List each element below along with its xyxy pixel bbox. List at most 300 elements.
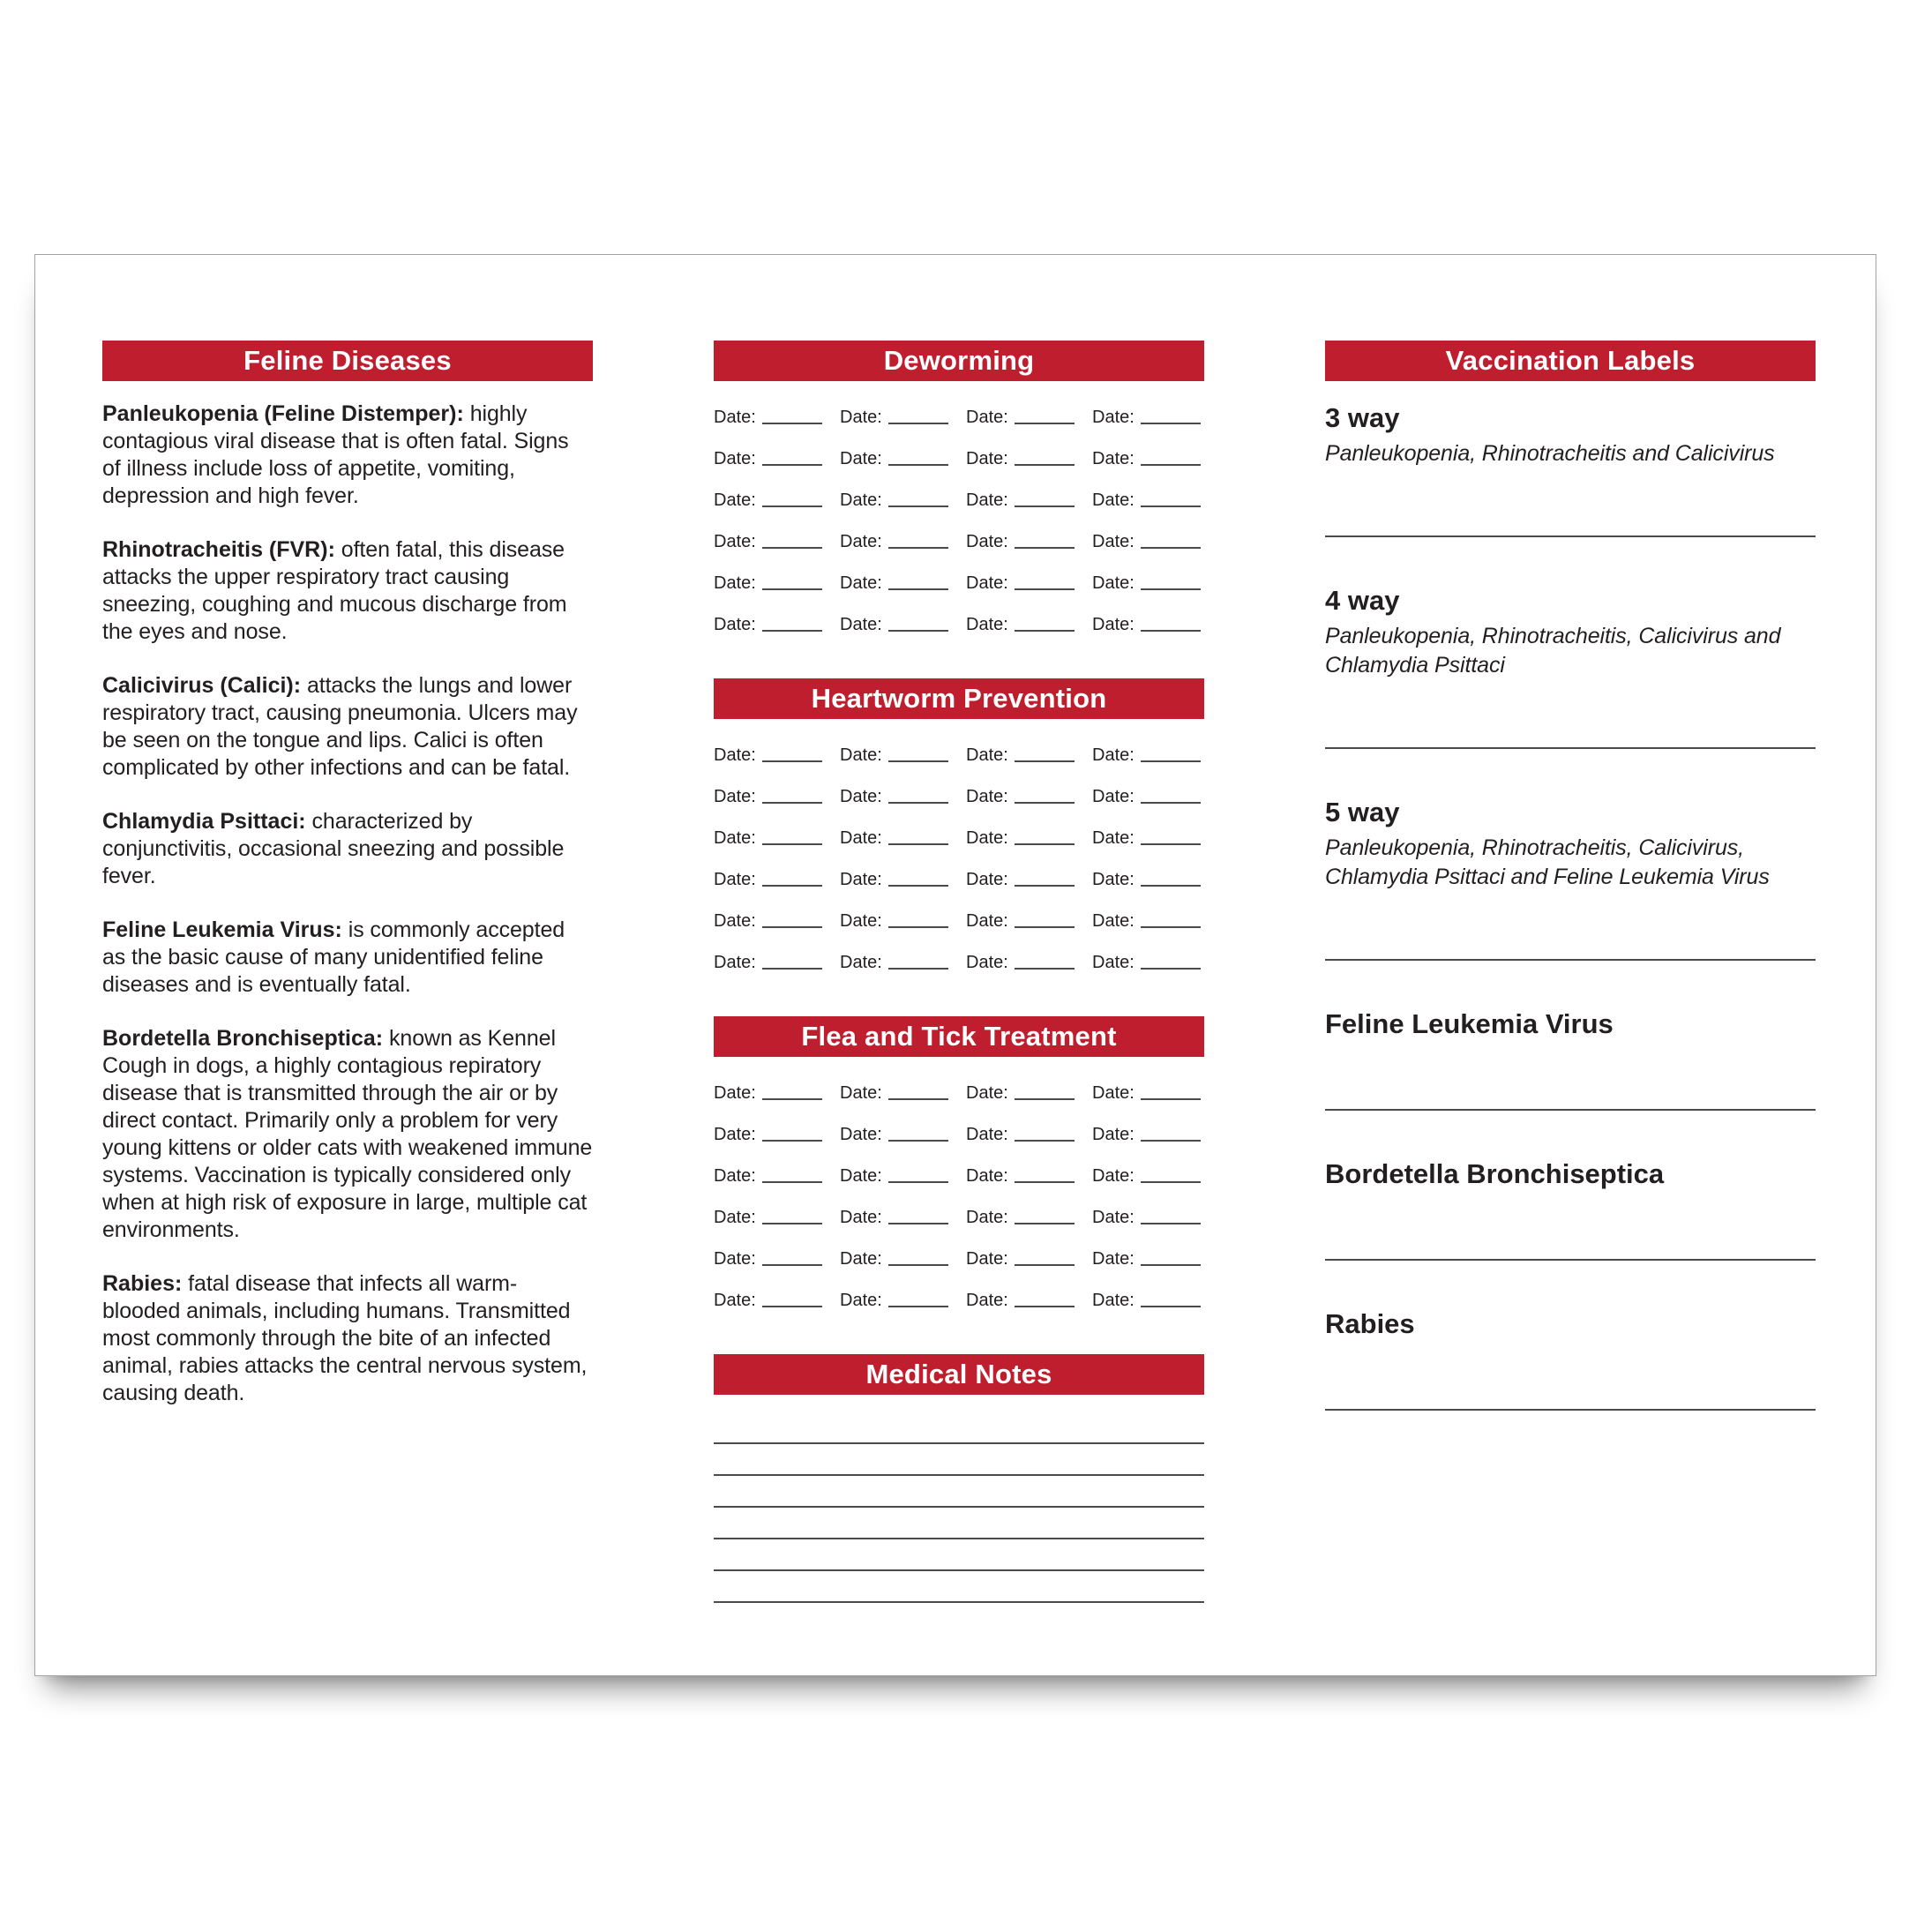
disease-description: attacks the lungs and lower respiratory tract, causing pneumonia. Ulcers may be seen on the tongue and lips. Calici is often complicated by other infections and can be fatal. [102, 673, 578, 780]
date-fill-line [888, 926, 948, 928]
date-fill-line [1015, 926, 1075, 928]
vaccination-entry-bordetella-bronchiseptica [1325, 1157, 1816, 1261]
date-row [714, 1159, 1204, 1187]
date-cell [840, 1284, 948, 1312]
date-cell [714, 1284, 822, 1312]
date-cell [966, 738, 1075, 767]
date-cell [966, 566, 1075, 595]
date-fill-line [762, 968, 822, 970]
date-cell [966, 1242, 1075, 1270]
date-cell [1092, 1201, 1201, 1229]
date-label: Date: [1092, 953, 1134, 972]
vaccination-entry-4-way [1325, 583, 1816, 749]
vaccination-fill-line [1325, 1109, 1816, 1111]
date-cell [1092, 1159, 1201, 1187]
date-fill-line [762, 1098, 822, 1100]
date-cell [840, 1242, 948, 1270]
date-cell [714, 401, 822, 429]
date-cell [966, 1076, 1075, 1105]
deworming-header-bar [714, 341, 1204, 381]
date-fill-line [888, 547, 948, 549]
pet-health-record-card [34, 254, 1876, 1676]
date-cell [714, 442, 822, 470]
date-label: Date: [714, 615, 756, 634]
date-cell [1092, 608, 1201, 636]
date-label: Date: [840, 870, 882, 889]
date-cell [1092, 821, 1201, 850]
date-cell [966, 780, 1075, 808]
date-fill-line [888, 802, 948, 804]
date-fill-line [1015, 1264, 1075, 1266]
date-label: Date: [840, 1125, 882, 1144]
date-label: Date: [966, 532, 1008, 551]
date-fill-line [1015, 423, 1075, 424]
date-row [714, 821, 1204, 850]
disease-paragraph [102, 401, 593, 510]
date-fill-line [762, 547, 822, 549]
date-cell [840, 566, 948, 595]
date-label: Date: [714, 828, 756, 848]
date-fill-line [1141, 588, 1201, 590]
date-label: Date: [966, 745, 1008, 765]
date-label: Date: [1092, 1083, 1134, 1103]
date-label: Date: [1092, 1208, 1134, 1227]
date-row [714, 566, 1204, 595]
date-row [714, 1284, 1204, 1312]
disease-paragraph [102, 1270, 593, 1407]
disease-paragraph [102, 917, 593, 999]
flea-and-tick-treatment-section [714, 1016, 1204, 1312]
date-fill-line [888, 505, 948, 507]
date-cell [966, 1159, 1075, 1187]
date-cell [714, 821, 822, 850]
vaccination-entry-feline-leukemia-virus [1325, 1007, 1816, 1111]
date-cell [714, 780, 822, 808]
disease-term: Panleukopenia (Feline Distemper): [102, 401, 464, 426]
vaccination-labels-list [1325, 401, 1816, 1411]
date-cell [1092, 525, 1201, 553]
feline-diseases-text [102, 401, 593, 1407]
disease-description: highly contagious viral disease that is often fatal. Signs of illness include loss of appetite, vomiting, depression and high fever. [102, 401, 569, 508]
date-fill-line [1015, 588, 1075, 590]
deworming-section [714, 341, 1204, 636]
date-fill-line [1141, 1098, 1201, 1100]
date-fill-line [762, 505, 822, 507]
date-label: Date: [840, 408, 882, 427]
date-label: Date: [1092, 828, 1134, 848]
date-fill-line [762, 423, 822, 424]
date-label: Date: [714, 449, 756, 468]
date-fill-line [888, 843, 948, 845]
date-label: Date: [1092, 449, 1134, 468]
date-cell [1092, 1242, 1201, 1270]
date-cell [840, 863, 948, 891]
date-fill-line [888, 423, 948, 424]
vaccination-labels-header: Vaccination Labels [1445, 345, 1696, 376]
date-label: Date: [966, 1083, 1008, 1103]
date-label: Date: [1092, 911, 1134, 931]
vaccination-labels-header-bar [1325, 341, 1816, 381]
date-fill-line [888, 588, 948, 590]
date-cell [840, 821, 948, 850]
vaccination-entry-rabies [1325, 1307, 1816, 1411]
date-row [714, 1242, 1204, 1270]
vaccination-title: Bordetella Bronchiseptica [1325, 1158, 1665, 1189]
date-fill-line [762, 1264, 822, 1266]
medical-notes-header: Medical Notes [865, 1359, 1052, 1389]
date-cell [1092, 904, 1201, 932]
date-label: Date: [1092, 408, 1134, 427]
date-fill-line [1015, 1306, 1075, 1307]
date-cell [714, 1118, 822, 1146]
date-fill-line [888, 885, 948, 887]
date-fill-line [1015, 505, 1075, 507]
date-cell [966, 442, 1075, 470]
date-fill-line [1141, 968, 1201, 970]
date-cell [1092, 1284, 1201, 1312]
date-label: Date: [1092, 573, 1134, 593]
note-fill-line [714, 1412, 1204, 1444]
disease-term: Rabies: [102, 1271, 183, 1296]
date-label: Date: [966, 1208, 1008, 1227]
date-label: Date: [714, 870, 756, 889]
date-fill-line [1015, 885, 1075, 887]
date-cell [966, 483, 1075, 512]
date-fill-line [1141, 926, 1201, 928]
date-cell [714, 1201, 822, 1229]
feline-diseases-header-bar [102, 341, 593, 381]
flea-and-tick-treatment-header-bar [714, 1016, 1204, 1057]
date-label: Date: [840, 1208, 882, 1227]
date-label: Date: [1092, 615, 1134, 634]
date-fill-line [1141, 1264, 1201, 1266]
disease-term: Calicivirus (Calici): [102, 673, 302, 698]
date-fill-line [762, 630, 822, 632]
date-cell [1092, 946, 1201, 974]
disease-description: is commonly accepted as the basic cause of many unidentified feline diseases and is eventually fatal. [102, 917, 565, 997]
heartworm-prevention-header-bar [714, 678, 1204, 719]
date-cell [840, 608, 948, 636]
date-fill-line [888, 1223, 948, 1224]
date-cell [966, 904, 1075, 932]
date-fill-line [888, 1264, 948, 1266]
date-row [714, 608, 1204, 636]
date-label: Date: [1092, 787, 1134, 806]
date-fill-line [1015, 1181, 1075, 1183]
date-cell [714, 483, 822, 512]
date-label: Date: [840, 1291, 882, 1310]
date-fill-line [762, 464, 822, 466]
date-label: Date: [840, 449, 882, 468]
medical-notes-lines [714, 1412, 1204, 1603]
date-fill-line [888, 1181, 948, 1183]
date-cell [840, 738, 948, 767]
date-cell [714, 1242, 822, 1270]
disease-paragraph [102, 1025, 593, 1244]
disease-description: known as Kennel Cough in dogs, a highly contagious repiratory disease that is transmitted through the air or by direct contact. Primarily only a problem for very young kittens or older cats with weakened immune systems. Vaccination is typically considered only when at high risk of exposure in large, multiple cat environments. [102, 1026, 593, 1242]
date-label: Date: [840, 953, 882, 972]
date-label: Date: [840, 745, 882, 765]
date-label: Date: [1092, 1291, 1134, 1310]
date-label: Date: [966, 573, 1008, 593]
date-grid [714, 1076, 1204, 1312]
date-fill-line [1141, 1306, 1201, 1307]
date-label: Date: [966, 449, 1008, 468]
date-label: Date: [966, 1249, 1008, 1269]
note-fill-line [714, 1571, 1204, 1603]
disease-description: often fatal, this disease attacks the upper respiratory tract causing sneezing, coughing and mucous discharge from the eyes and nose. [102, 537, 567, 644]
date-label: Date: [966, 408, 1008, 427]
date-fill-line [1141, 423, 1201, 424]
date-cell [1092, 1118, 1201, 1146]
date-cell [840, 442, 948, 470]
date-fill-line [1015, 1140, 1075, 1142]
date-grid [714, 401, 1204, 636]
date-fill-line [1015, 843, 1075, 845]
date-cell [714, 904, 822, 932]
date-label: Date: [840, 911, 882, 931]
date-label: Date: [966, 953, 1008, 972]
date-fill-line [1141, 885, 1201, 887]
date-cell [1092, 780, 1201, 808]
note-fill-line [714, 1508, 1204, 1539]
disease-paragraph [102, 672, 593, 782]
feline-diseases-column [102, 341, 593, 1434]
date-cell [966, 525, 1075, 553]
date-row [714, 946, 1204, 974]
date-cell [714, 946, 822, 974]
disease-term: Rhinotracheitis (FVR): [102, 537, 335, 562]
date-fill-line [1141, 505, 1201, 507]
date-fill-line [762, 588, 822, 590]
date-cell [840, 1159, 948, 1187]
date-label: Date: [966, 1125, 1008, 1144]
date-fill-line [1141, 1181, 1201, 1183]
date-fill-line [1015, 1223, 1075, 1224]
date-label: Date: [1092, 490, 1134, 510]
date-cell [714, 1159, 822, 1187]
disease-term: Feline Leukemia Virus: [102, 917, 342, 942]
heartworm-prevention-section [714, 678, 1204, 974]
date-label: Date: [714, 953, 756, 972]
date-label: Date: [714, 532, 756, 551]
vaccination-title: 4 way [1325, 585, 1400, 616]
date-label: Date: [840, 828, 882, 848]
treatment-log-column [714, 341, 1204, 1645]
date-label: Date: [966, 828, 1008, 848]
date-fill-line [1015, 1098, 1075, 1100]
date-label: Date: [714, 745, 756, 765]
date-fill-line [762, 1181, 822, 1183]
date-cell [966, 401, 1075, 429]
date-label: Date: [714, 490, 756, 510]
date-fill-line [1141, 802, 1201, 804]
date-fill-line [1141, 760, 1201, 762]
date-cell [966, 946, 1075, 974]
date-label: Date: [714, 408, 756, 427]
note-fill-line [714, 1476, 1204, 1508]
date-row [714, 442, 1204, 470]
date-cell [714, 738, 822, 767]
date-row [714, 863, 1204, 891]
date-cell [714, 1076, 822, 1105]
date-row [714, 401, 1204, 429]
date-cell [714, 525, 822, 553]
date-fill-line [888, 1306, 948, 1307]
date-fill-line [888, 968, 948, 970]
date-fill-line [762, 1306, 822, 1307]
vaccination-title: 3 way [1325, 402, 1400, 433]
feline-diseases-header: Feline Diseases [243, 345, 452, 376]
date-cell [1092, 483, 1201, 512]
date-cell [714, 608, 822, 636]
date-cell [840, 525, 948, 553]
vaccination-fill-line [1325, 1409, 1816, 1411]
vaccination-entry-3-way [1325, 401, 1816, 537]
vaccination-fill-line [1325, 1259, 1816, 1261]
deworming-header: Deworming [883, 345, 1035, 376]
date-row [714, 1118, 1204, 1146]
date-cell [1092, 566, 1201, 595]
date-label: Date: [840, 787, 882, 806]
vaccination-entry-5-way [1325, 795, 1816, 961]
date-label: Date: [714, 911, 756, 931]
date-cell [840, 401, 948, 429]
date-fill-line [1141, 630, 1201, 632]
date-label: Date: [714, 1208, 756, 1227]
vaccination-title: Rabies [1325, 1308, 1415, 1339]
vaccination-fill-line [1325, 959, 1816, 961]
date-cell [966, 863, 1075, 891]
date-cell [840, 1118, 948, 1146]
date-label: Date: [714, 787, 756, 806]
date-cell [714, 566, 822, 595]
date-label: Date: [840, 1166, 882, 1186]
date-row [714, 904, 1204, 932]
date-label: Date: [1092, 532, 1134, 551]
vaccination-description: Panleukopenia, Rhinotracheitis and Calicivirus [1325, 441, 1775, 466]
date-cell [1092, 442, 1201, 470]
date-cell [840, 904, 948, 932]
heartworm-prevention-header: Heartworm Prevention [811, 683, 1107, 714]
date-label: Date: [1092, 745, 1134, 765]
date-label: Date: [1092, 870, 1134, 889]
disease-paragraph [102, 536, 593, 646]
date-fill-line [1015, 802, 1075, 804]
date-fill-line [762, 1140, 822, 1142]
date-fill-line [888, 760, 948, 762]
date-row [714, 1076, 1204, 1105]
medical-notes-section [714, 1354, 1204, 1603]
date-fill-line [1015, 547, 1075, 549]
date-fill-line [762, 926, 822, 928]
vaccination-description: Panleukopenia, Rhinotracheitis, Calicivirus and Chlamydia Psittaci [1325, 624, 1781, 678]
date-fill-line [888, 1098, 948, 1100]
date-fill-line [1015, 464, 1075, 466]
date-row [714, 1201, 1204, 1229]
date-label: Date: [966, 911, 1008, 931]
date-cell [840, 483, 948, 512]
date-label: Date: [840, 1249, 882, 1269]
disease-term: Chlamydia Psittaci: [102, 809, 306, 834]
date-cell [714, 863, 822, 891]
date-fill-line [1141, 1140, 1201, 1142]
disease-paragraph [102, 808, 593, 890]
date-cell [1092, 401, 1201, 429]
date-fill-line [1141, 843, 1201, 845]
date-grid [714, 738, 1204, 974]
date-label: Date: [714, 1166, 756, 1186]
date-label: Date: [714, 1291, 756, 1310]
date-row [714, 525, 1204, 553]
vaccination-description: Panleukopenia, Rhinotracheitis, Calicivirus, Chlamydia Psittaci and Feline Leukemia Virus [1325, 835, 1770, 889]
date-label: Date: [840, 532, 882, 551]
date-label: Date: [1092, 1249, 1134, 1269]
medical-notes-header-bar [714, 1354, 1204, 1395]
date-label: Date: [840, 490, 882, 510]
vaccination-title: 5 way [1325, 797, 1400, 827]
date-label: Date: [714, 1125, 756, 1144]
date-cell [1092, 738, 1201, 767]
date-label: Date: [966, 490, 1008, 510]
disease-description: fatal disease that infects all warm-blooded animals, including humans. Transmitted most commonly through the bite of an infected animal, rabies attacks the central nervous system, causing death. [102, 1271, 588, 1405]
date-fill-line [762, 1223, 822, 1224]
date-cell [840, 780, 948, 808]
date-fill-line [762, 843, 822, 845]
date-label: Date: [966, 787, 1008, 806]
vaccination-fill-line [1325, 747, 1816, 749]
date-row [714, 483, 1204, 512]
date-label: Date: [840, 1083, 882, 1103]
date-fill-line [888, 464, 948, 466]
date-label: Date: [1092, 1125, 1134, 1144]
note-fill-line [714, 1539, 1204, 1571]
date-label: Date: [714, 1249, 756, 1269]
date-label: Date: [840, 573, 882, 593]
date-cell [840, 1076, 948, 1105]
date-label: Date: [966, 1291, 1008, 1310]
date-cell [966, 1201, 1075, 1229]
date-label: Date: [1092, 1166, 1134, 1186]
date-row [714, 738, 1204, 767]
date-fill-line [1015, 760, 1075, 762]
date-fill-line [1141, 547, 1201, 549]
date-fill-line [1141, 1223, 1201, 1224]
date-cell [966, 1118, 1075, 1146]
date-cell [840, 946, 948, 974]
date-fill-line [1015, 630, 1075, 632]
date-cell [966, 1284, 1075, 1312]
vaccination-labels-column [1325, 341, 1816, 1456]
disease-description: characterized by conjunctivitis, occasional sneezing and possible fever. [102, 809, 565, 888]
date-fill-line [762, 885, 822, 887]
disease-term: Bordetella Bronchiseptica: [102, 1026, 384, 1051]
flea-and-tick-treatment-header: Flea and Tick Treatment [801, 1021, 1117, 1052]
vaccination-fill-line [1325, 535, 1816, 537]
date-label: Date: [714, 573, 756, 593]
vaccination-title: Feline Leukemia Virus [1325, 1008, 1614, 1039]
note-fill-line [714, 1444, 1204, 1476]
date-label: Date: [966, 615, 1008, 634]
date-fill-line [1015, 968, 1075, 970]
date-cell [1092, 1076, 1201, 1105]
date-cell [966, 608, 1075, 636]
date-fill-line [762, 802, 822, 804]
date-fill-line [1141, 464, 1201, 466]
date-fill-line [762, 760, 822, 762]
date-cell [966, 821, 1075, 850]
date-row [714, 780, 1204, 808]
